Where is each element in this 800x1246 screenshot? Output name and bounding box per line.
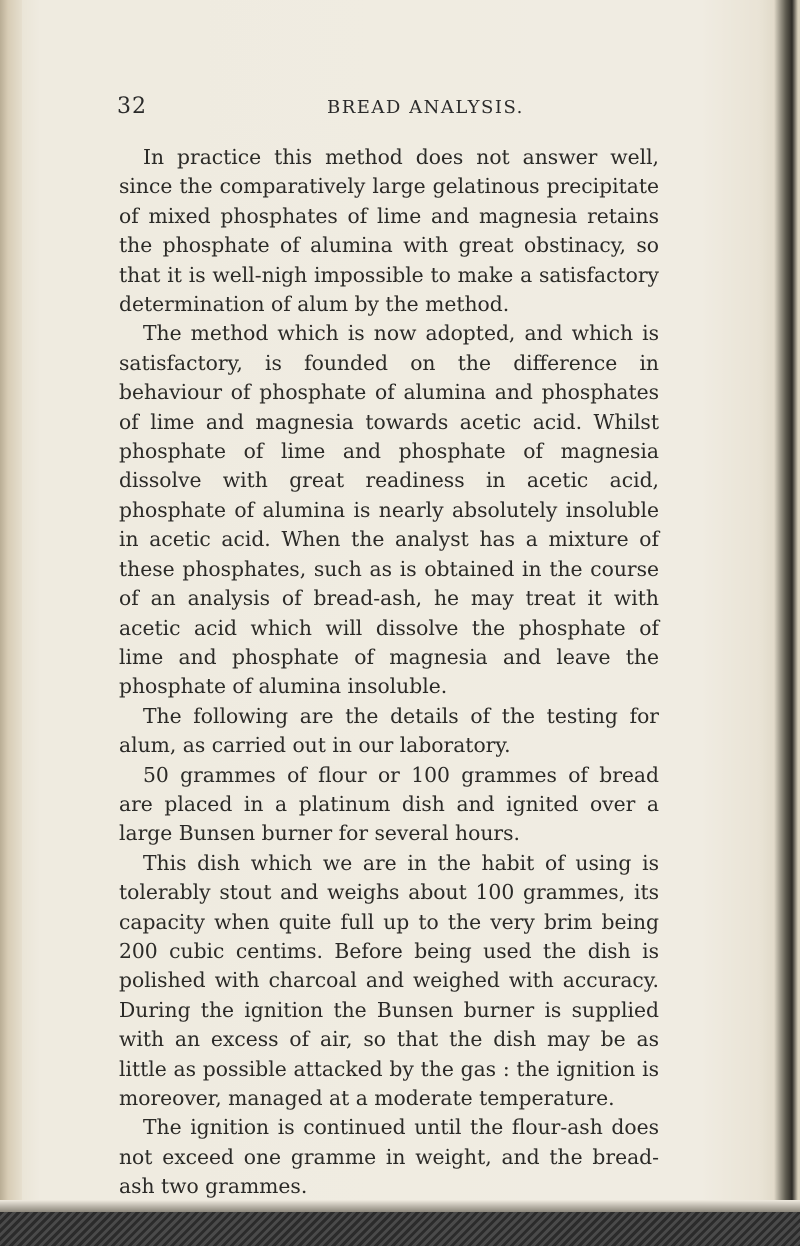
paragraph: This dish which we are in the habit of using is tolerably stout and weighs about 100 grammes, its capacity when quite full up to the very brim being 200 cubic centims. Before being used the dish is polished with charcoal and weighed with accuracy. During the ignition the Bunsen burner is supplied with an excess of air, so that the dish may be as little as possible attacked by the gas : the ignition is moreover, managed at a moderate temperature.	[119, 850, 659, 1110]
scan-shadow	[0, 1200, 800, 1212]
running-head: BREAD ANALYSIS.	[327, 97, 524, 118]
page-binding-edge	[0, 0, 22, 1246]
paragraph: The following are the details of the testing for alum, as carried out in our laboratory.	[119, 703, 659, 758]
body-text	[119, 143, 659, 1202]
page-header	[117, 94, 677, 122]
paragraph: In practice this method does not answer well, since the comparatively large gelatinous precipitate of mixed phosphates of lime and magnesia retains the phosphate of alumina with great obstinacy, so that it is well-nigh impossible to make a satisfactory determination of alum by the method.	[119, 145, 659, 317]
paragraph: 50 grammes of flour or 100 grammes of bread are placed in a platinum dish and ignited over a large Bunsen burner for several hours.	[119, 762, 659, 846]
page-right-edge	[774, 0, 800, 1246]
paragraph: The method which is now adopted, and which is satisfactory, is founded on the difference in behaviour of phosphate of alumina and phosphates of lime and magnesia towards acetic acid. Whilst phosphate of lime and phosphate of magnesia dissolve with great readiness in acetic acid, phosphate of alumina is nearly absolutely insoluble in acetic acid. When the analyst has a mixture of these phosphates, such as is obtained in the course of an analysis of bread-ash, he may treat it with acetic acid which will dissolve the phosphate of lime and phosphate of magnesia and leave the phosphate of alumina insoluble.	[119, 321, 659, 699]
scan-bottom-edge	[0, 1212, 800, 1246]
page-number: 32	[117, 94, 147, 119]
paragraph: The ignition is continued until the flour-ash does not exceed one gramme in weight, and the bread-ash two grammes.	[119, 1115, 659, 1199]
